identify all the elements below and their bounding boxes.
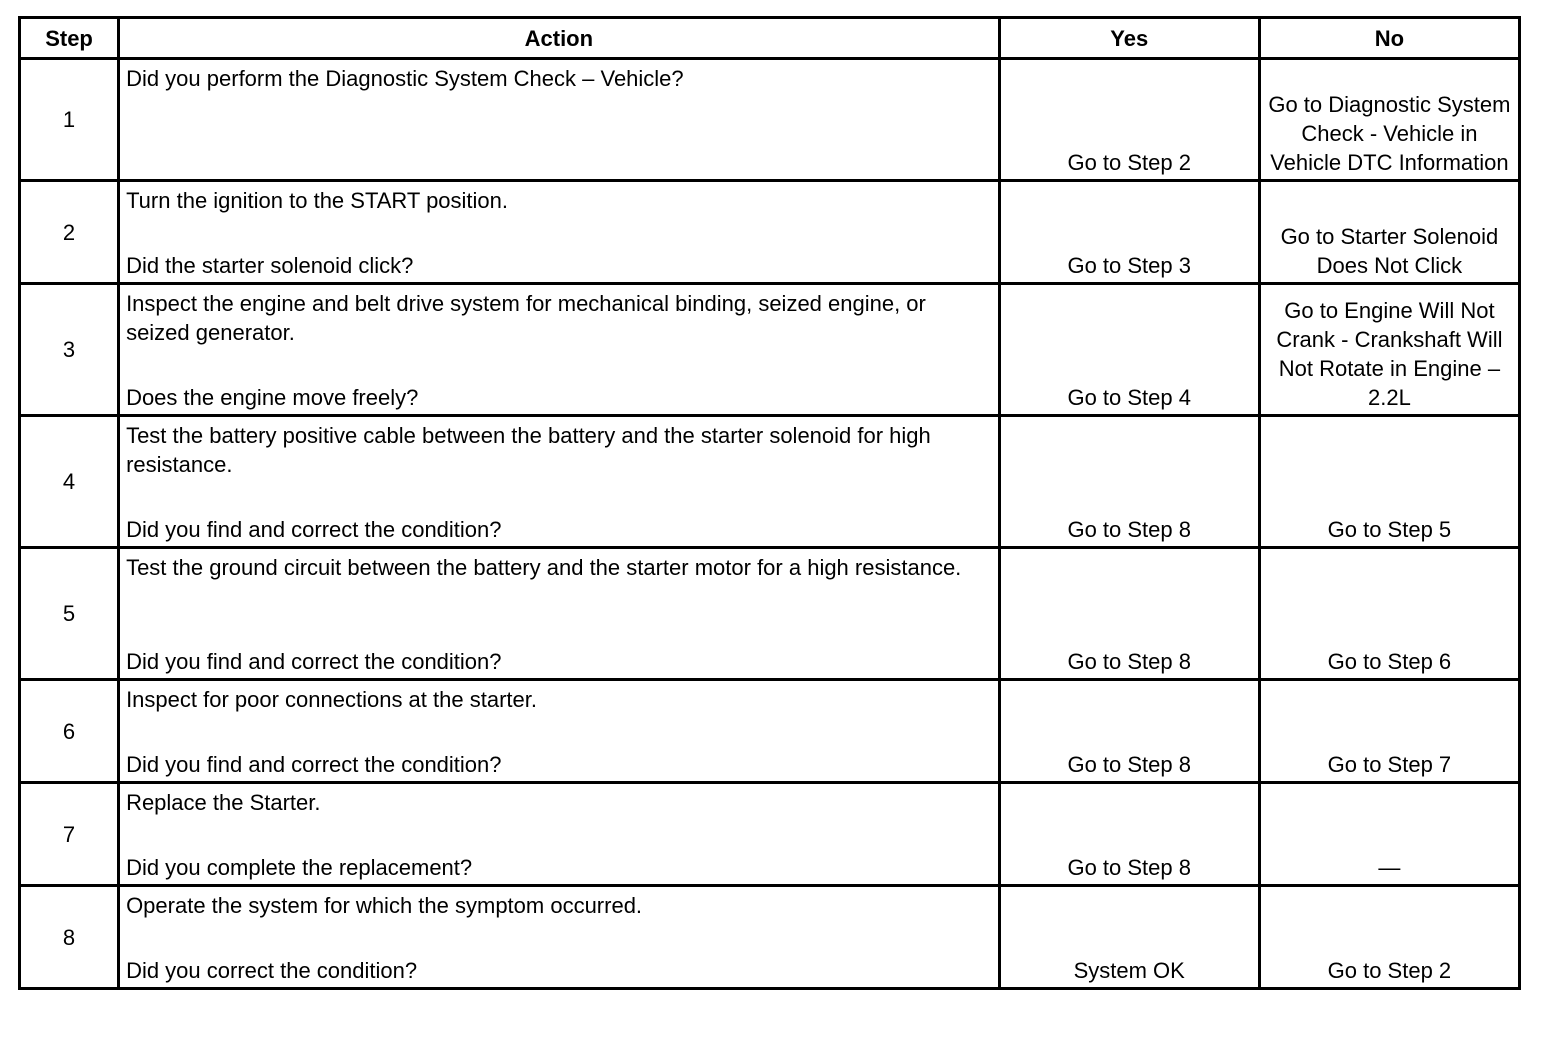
no-outcome: Go to Engine Will Not Crank - Crankshaft Will Not Rotate in Engine – 2.2L xyxy=(1259,284,1519,416)
table-row xyxy=(20,783,1520,886)
yes-outcome: Go to Step 8 xyxy=(999,680,1259,783)
yes-outcome: Go to Step 4 xyxy=(999,284,1259,416)
step-number: 4 xyxy=(20,416,119,548)
table-row xyxy=(20,284,1520,416)
action-cell xyxy=(119,783,1000,886)
action-question: Did you find and correct the condition? xyxy=(126,649,502,674)
header-row xyxy=(20,18,1520,59)
action-cell xyxy=(119,59,1000,181)
no-outcome: Go to Starter Solenoid Does Not Click xyxy=(1259,181,1519,284)
table-row xyxy=(20,680,1520,783)
no-outcome: Go to Step 6 xyxy=(1259,548,1519,680)
step-number: 7 xyxy=(20,783,119,886)
action-instruction: Inspect for poor connections at the starter. xyxy=(126,687,537,712)
no-outcome: — xyxy=(1259,783,1519,886)
action-question: Did you find and correct the condition? xyxy=(126,517,502,542)
action-question: Did you find and correct the condition? xyxy=(126,752,502,777)
action-instruction: Test the ground circuit between the battery and the starter motor for a high resistance. xyxy=(126,555,962,580)
action-question: Did you complete the replacement? xyxy=(126,855,473,880)
action-instruction: Replace the Starter. xyxy=(126,790,321,815)
action-cell xyxy=(119,680,1000,783)
table-row xyxy=(20,181,1520,284)
table-row xyxy=(20,59,1520,181)
action-instruction: Inspect the engine and belt drive system for mechanical binding, seized engine, or seized generator. xyxy=(126,291,926,345)
step-number: 8 xyxy=(20,886,119,989)
action-cell xyxy=(119,886,1000,989)
yes-outcome: Go to Step 8 xyxy=(999,548,1259,680)
action-cell xyxy=(119,548,1000,680)
action-instruction: Turn the ignition to the START position. xyxy=(126,188,509,213)
yes-outcome: Go to Step 8 xyxy=(999,783,1259,886)
step-number: 3 xyxy=(20,284,119,416)
action-question: Did you correct the condition? xyxy=(126,958,418,983)
table-row xyxy=(20,416,1520,548)
action-cell xyxy=(119,181,1000,284)
action-question: Does the engine move freely? xyxy=(126,385,419,410)
action-cell xyxy=(119,416,1000,548)
step-number: 1 xyxy=(20,59,119,181)
no-outcome: Go to Step 2 xyxy=(1259,886,1519,989)
yes-outcome: Go to Step 3 xyxy=(999,181,1259,284)
header-action: Action xyxy=(119,18,1000,59)
no-outcome: Go to Step 7 xyxy=(1259,680,1519,783)
table-row xyxy=(20,548,1520,680)
table-row xyxy=(20,886,1520,989)
action-instruction: Operate the system for which the symptom occurred. xyxy=(126,893,643,918)
step-number: 2 xyxy=(20,181,119,284)
header-step: Step xyxy=(20,18,119,59)
action-question: Did the starter solenoid click? xyxy=(126,253,414,278)
action-instruction: Did you perform the Diagnostic System Check – Vehicle? xyxy=(126,66,684,91)
yes-outcome: System OK xyxy=(999,886,1259,989)
no-outcome: Go to Diagnostic System Check - Vehicle in Vehicle DTC Information xyxy=(1259,59,1519,181)
step-number: 6 xyxy=(20,680,119,783)
yes-outcome: Go to Step 8 xyxy=(999,416,1259,548)
header-yes: Yes xyxy=(999,18,1259,59)
action-cell xyxy=(119,284,1000,416)
diagnostic-table xyxy=(18,16,1521,990)
action-instruction: Test the battery positive cable between the battery and the starter solenoid for high resistance. xyxy=(126,423,931,477)
step-number: 5 xyxy=(20,548,119,680)
no-outcome: Go to Step 5 xyxy=(1259,416,1519,548)
header-no: No xyxy=(1259,18,1519,59)
yes-outcome: Go to Step 2 xyxy=(999,59,1259,181)
